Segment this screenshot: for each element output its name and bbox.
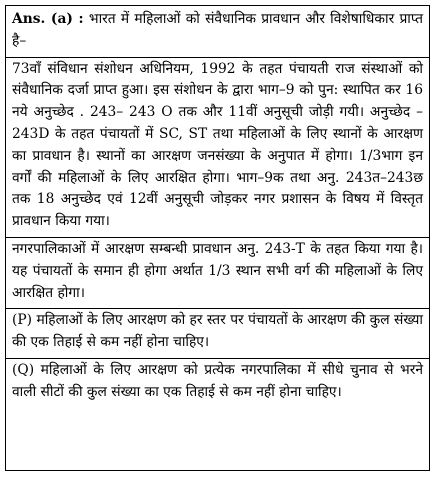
answer-heading: [12, 9, 423, 53]
answer-heading-text: भारत में महिलाओं को संवैधानिक प्रावधान और विशेषाधिकार प्राप्त है–: [12, 11, 423, 49]
paragraph-point-p: (P) महिलाओं के लिए आरक्षण को हर स्तर पर पंचायतों के आरक्षण की कुल संख्या की एक तिहाई से कम नहीं होना चाहिए।: [12, 312, 423, 351]
answer-body-2: [6, 237, 429, 304]
paragraph-amendment: 73वाँ संविधान संशोधन अधिनियम, 1992 के तहत पंचायती राज संस्थाओं को संवैधानिक दर्जा प्राप्त हुआ। इस संशोधन के द्वारा भाग–9 को पुन: स्थापित कर 16 नये अनुच्छेद . 243– 243 O तक और 11वीं अनुसूची जोड़ी गयी। अनुच्छेद –243D के तहत पंचायतों में SC, ST तथा महिलाओं के लिए स्थानों के आरक्षण का प्रावधान है। स्थानों का आरक्षण जनसंख्या के अनुपात में होगा। 1/3भाग इन वर्गों की महिलाओं के लिए आरक्षित होगा। भाग–9क तथा अनु. 243त–243छ तक 18 अनुच्छेद एवं 12वीं अनुसूची जोड़कर नगर प्रशासन के विषय में विस्तृत प्रावधान किया गया।: [12, 60, 423, 230]
answer-body-1: [6, 57, 429, 233]
answer-box: [5, 5, 430, 471]
answer-label: Ans. (a) :: [12, 11, 84, 27]
paragraph-municipalities: नगरपालिकाओं में आरक्षण सम्बन्धी प्रावधान अनु. 243-T के तहत किया गया है। यह पंचायतों के समान ही होगा अर्थात 1/3 स्थान सभी वर्ग की महिलाओं के लिए आरक्षित होगा।: [12, 240, 423, 301]
answer-body-4: [6, 358, 429, 404]
paragraph-point-q: (Q) महिलाओं के लिए आरक्षण को प्रत्येक नगरपालिका में सीधे चुनाव से भरने वाली सीटों की कुल संख्या का एक तिहाई से कम नहीं होना चाहिए।: [12, 361, 423, 400]
answer-body-3: [6, 308, 429, 354]
